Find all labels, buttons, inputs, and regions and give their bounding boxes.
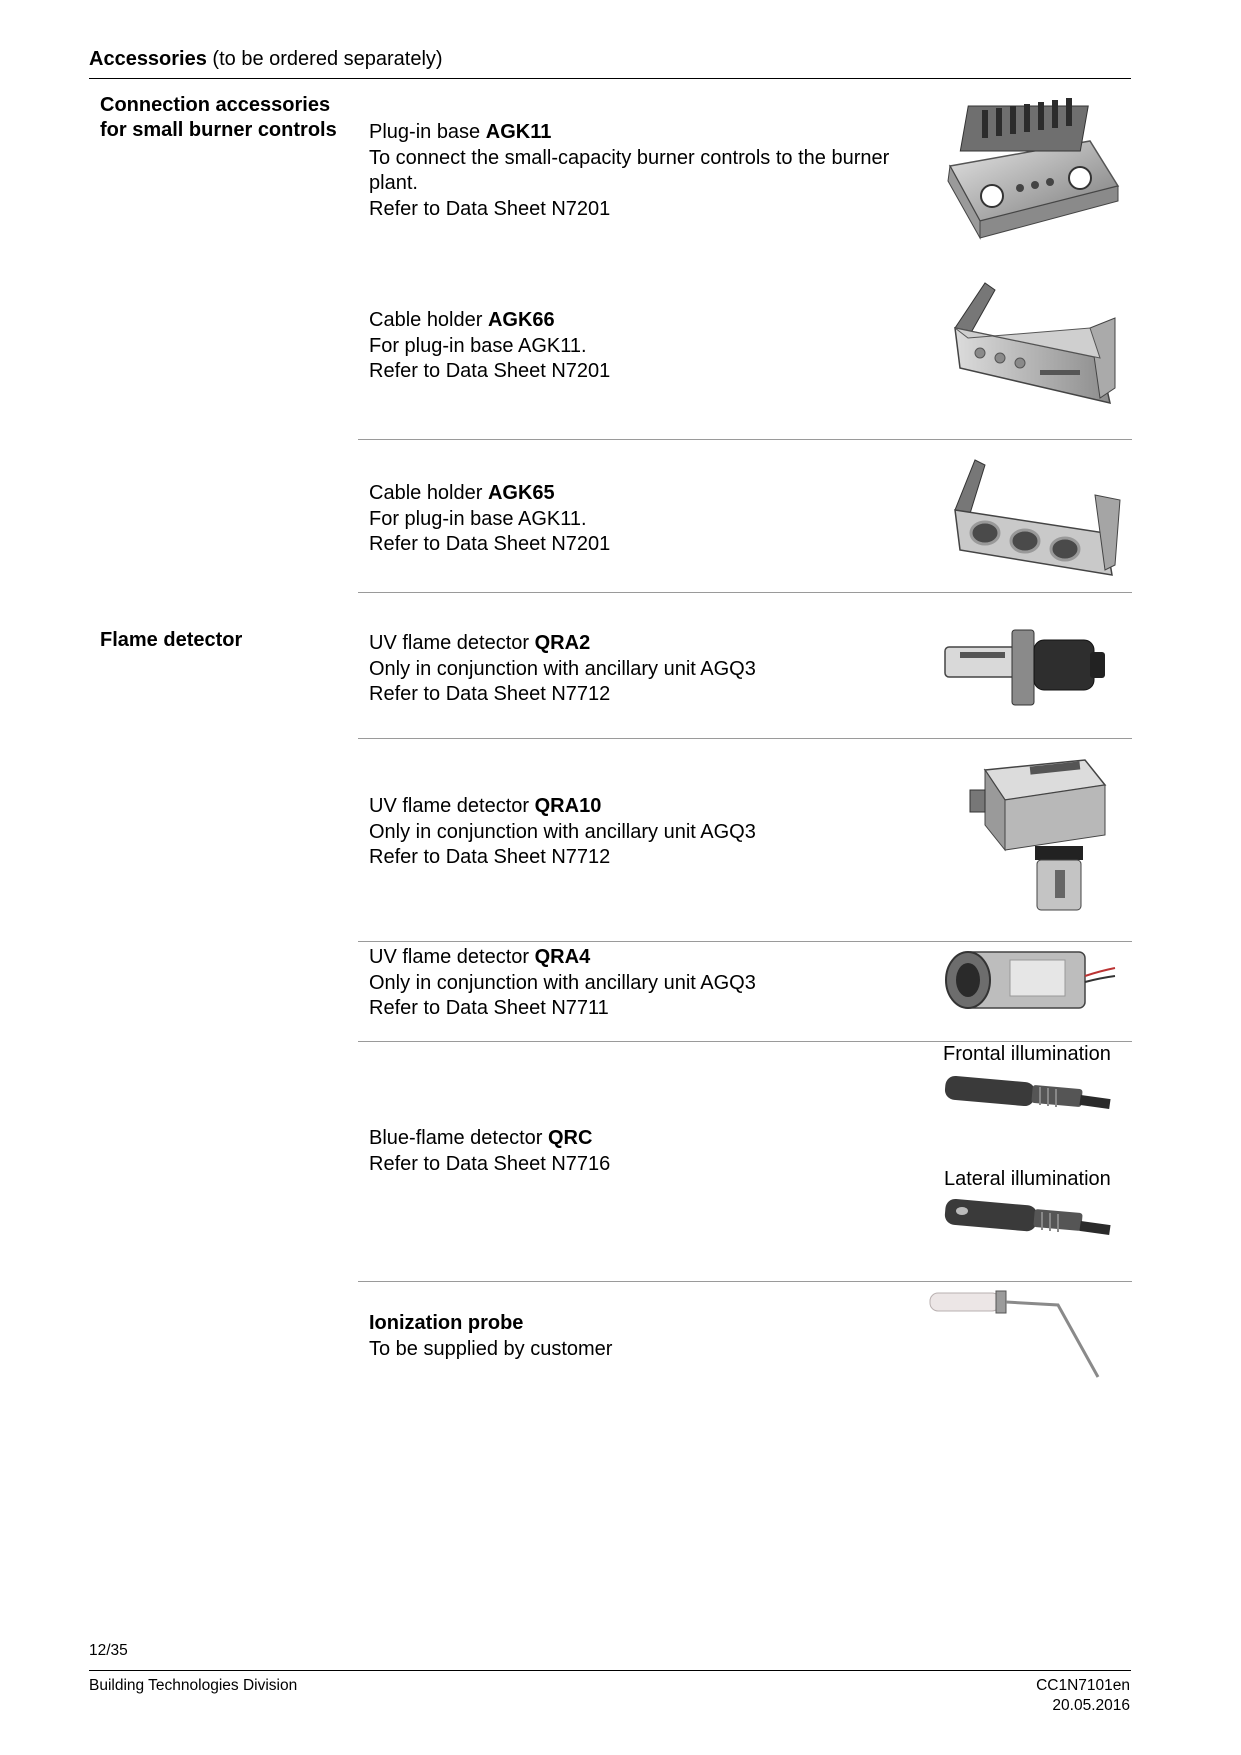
footer-rule	[89, 1670, 1131, 1671]
item-ionization-probe	[369, 1311, 612, 1362]
item-agk11	[369, 120, 889, 222]
item-line: For plug-in base AGK11.	[369, 334, 587, 357]
item-agk65	[369, 481, 610, 558]
caption-frontal: Frontal illumination	[943, 1043, 1111, 1065]
item-line: Only in conjunction with ancillary unit AGQ3	[369, 820, 756, 843]
cable-holder-agk65-image	[940, 455, 1125, 585]
item-line: Refer to Data Sheet N7716	[369, 1152, 611, 1175]
item-code: QRA10	[534, 795, 602, 817]
header-rule	[89, 78, 1131, 79]
item-code: AGK65	[487, 482, 555, 504]
section-connection-accessories	[100, 93, 337, 143]
item-agk66	[369, 308, 610, 385]
item-title	[369, 1126, 610, 1152]
item-title-prefix: Blue-flame detector	[369, 1127, 548, 1149]
item-title	[369, 120, 889, 146]
item-title	[369, 631, 756, 657]
item-line: Refer to Data Sheet N7201	[369, 533, 611, 555]
item-code: QRA2	[534, 632, 591, 654]
item-title-prefix: Plug-in base	[369, 121, 486, 143]
item-title	[369, 1311, 612, 1337]
footer-doc-id: CC1N7101en	[1036, 1677, 1130, 1694]
qra4-detector-image	[940, 946, 1120, 1014]
item-code: Ionization probe	[369, 1312, 524, 1334]
caption-lateral: Lateral illumination	[944, 1168, 1111, 1190]
qrc-frontal-image	[940, 1073, 1115, 1121]
header-rest: (to be ordered separately)	[206, 48, 443, 70]
separator	[358, 1041, 1132, 1042]
item-title	[369, 308, 610, 334]
qra2-detector-image	[940, 622, 1115, 712]
item-line: Only in conjunction with ancillary unit AGQ3	[369, 971, 756, 994]
ionization-probe-image	[928, 1285, 1113, 1380]
item-qra2	[369, 631, 756, 708]
qra10-detector-image	[965, 750, 1115, 915]
qrc-lateral-image	[940, 1197, 1115, 1249]
plug-in-base-image	[940, 96, 1125, 246]
item-title	[369, 945, 756, 971]
item-line: Refer to Data Sheet N7201	[369, 360, 611, 382]
item-code: AGK11	[485, 121, 552, 143]
separator	[358, 592, 1132, 593]
item-title-prefix: UV flame detector	[369, 795, 535, 817]
item-line: Refer to Data Sheet N7712	[369, 683, 611, 705]
item-code: QRC	[547, 1127, 593, 1149]
item-line: For plug-in base AGK11.	[369, 507, 587, 530]
item-title-prefix: Cable holder	[369, 482, 488, 504]
footer-date: 20.05.2016	[1052, 1697, 1130, 1714]
page-header	[89, 48, 443, 71]
item-line: Refer to Data Sheet N7712	[369, 846, 611, 868]
item-title-prefix: Cable holder	[369, 309, 488, 331]
item-qra10	[369, 794, 756, 871]
item-line: To connect the small-capacity burner controls to the burner	[369, 146, 890, 169]
item-title	[369, 794, 756, 820]
item-line: To be supplied by customer	[369, 1337, 613, 1360]
item-title	[369, 481, 610, 507]
item-line: Only in conjunction with ancillary unit AGQ3	[369, 657, 756, 680]
item-code: QRA4	[534, 946, 591, 968]
item-title-prefix: UV flame detector	[369, 632, 535, 654]
cable-holder-agk66-image	[940, 278, 1125, 413]
header-bold: Accessories	[89, 48, 207, 70]
item-qra4	[369, 945, 756, 1022]
separator	[358, 941, 1132, 942]
item-qrc	[369, 1126, 610, 1177]
item-line: Refer to Data Sheet N7711	[369, 997, 609, 1019]
item-code: AGK66	[487, 309, 555, 331]
footer-division: Building Technologies Division	[89, 1677, 298, 1694]
item-line: plant.	[369, 172, 418, 194]
section-flame-detector: Flame detector	[100, 629, 243, 651]
page-number: 12/35	[89, 1642, 128, 1659]
item-title-prefix: UV flame detector	[369, 946, 535, 968]
section-line: Connection accessories	[100, 94, 331, 116]
item-line: Refer to Data Sheet N7201	[369, 197, 611, 220]
separator	[358, 1281, 1132, 1282]
section-line: for small burner controls	[100, 119, 337, 141]
separator	[358, 439, 1132, 440]
separator	[358, 738, 1132, 739]
